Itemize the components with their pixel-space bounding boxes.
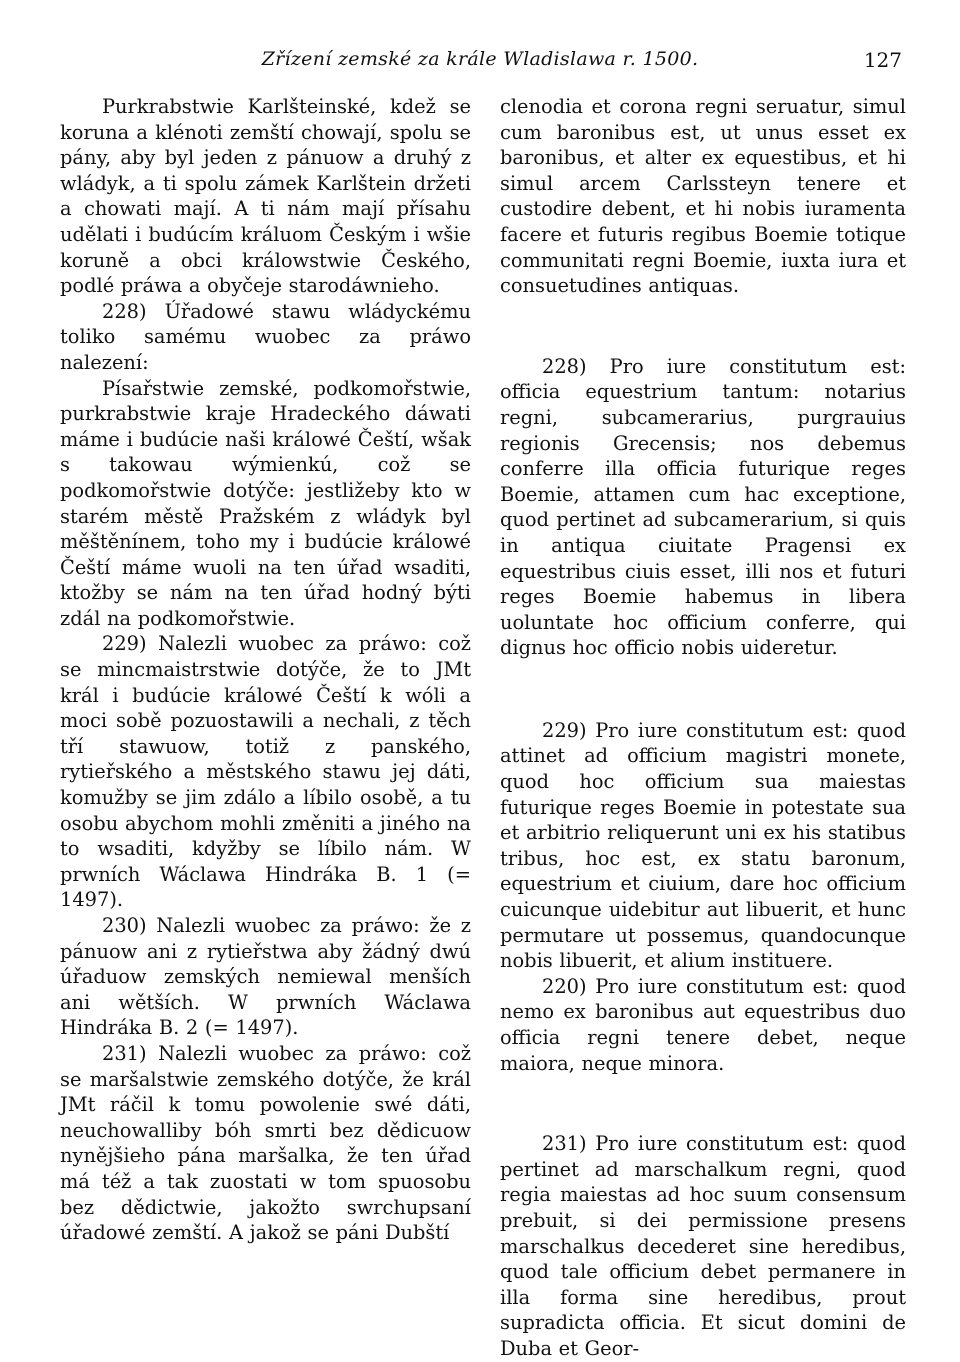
paragraph-229-latin: 229) Pro iure constitutum est: quod attinet ad officium magistri monete, quod hoc officium sua maiestas futurique reges Boemie in potestate sua et arbitrio reliquerunt uni ex his statibus tribus, hoc est, ex statu baronum, equestrium et ciuium, dare hoc officium cuicunque uidebitur aut libuerit, et hunc permutare ut possemus, quandocunque nobis libuerit, et alium instituere. — [500, 718, 906, 973]
paragraph-228-latin: 228) Pro iure constitutum est: officia equestrium tantum: notarius regni, subcamerarius, purgrauius regionis Grecensis; nos debemus conferre illa officia futurique reges Boemie, attamen cum hac exceptione, quod pertinet ad subcamerarium, si quis in antiqua ciuitate Pragensi ex equestribus ciuis esset, illi nos et futuri reges Boemie habemus in libera uoluntate hoc officium conferre, qui dignus hoc officio nobis uideretur. — [500, 354, 906, 660]
spacer — [500, 1076, 906, 1131]
spacer — [500, 299, 906, 354]
paragraph-228-body: Písařstwie zemské, podkomořstwie, purkrabstwie kraje Hradeckého dáwati máme i budúcie naši králowé Čeští, wšak s takowau wýmienkú, což se podkomořstwie dotýče: jestližeby kto w starém městě Pražském z wládyk byl měštěnínem, toho my i budúcie králowé Čeští máme wuoli na ten úřad wsaditi, ktožby se nám na ten úřad hodný býti zdál na podkomořstwie. — [60, 376, 471, 630]
spacer — [500, 661, 906, 718]
paragraph-220-latin: 220) Pro iure constitutum est: quod nemo ex baronibus aut equestribus duo officia regni tenere debet, neque maiora, neque minora. — [500, 974, 906, 1075]
running-title: Zřízení zemské za krále Wladislawa r. 1500. — [261, 48, 699, 70]
paragraph-clenodia: clenodia et corona regni seruatur, simul cum baronibus est, ut unus esset ex baronibus, et alter ex equestibus, et hi simul arcem Carlssteyn tenere et custodire debent, et hi nobis iuramenta facere et futuris regibus Boemie totique communitati regni Boemie, iuxta iura et consuetudines antiquas. — [500, 95, 906, 298]
paragraph-228-heading: 228) Úřadowé stawu wládyckému toliko samému wuobec za práwo nalezení: — [60, 299, 471, 374]
page-number: 127 — [863, 48, 902, 72]
paragraph-229: 229) Nalezli wuobec za práwo: což se mincmaistrstwie dotýče, že to JMt král i budúcie králowé Čeští k wóli a moci sobě pozuostawili a nechali, z těch tří stawuow, totiž z panského, rytieřského a městského stawu jej dáti, komužby se jim zdálo a líbilo osobě, a tu osobu abychom mohli změniti a jiného na to wsaditi, kdyžby se líbilo nám. W prwních Wáclawa Hindráka B. 1 (= 1497). — [60, 632, 471, 912]
paragraph-230: 230) Nalezli wuobec za práwo: že z pánuow ani z rytieřstwa aby žádný dwú úřaduow zemských nemiewal menších ani wětších. W prwních Wáclawa Hindráka B. 2 (= 1497). — [60, 914, 471, 1040]
paragraph-231-latin: 231) Pro iure constitutum est: quod pertinet ad marschalkum regni, quod regia maiestas ad hoc suum consensum prebuit, si dei permissione presens marschalkus decederet sine heredibus, quod tale officium debet permanere in illa forma sine heredibus, prout supradicta officia. Et sicut domini de Duba et Geor- — [500, 1132, 906, 1360]
paragraph-karlstein: Purkrabstwie Karlšteinské, kdež se koruna a klénoti zemští chowají, spolu se pány, aby byl jeden z pánuow a druhý z wládyk, a ti spolu zámek Karlštein držeti a chowati mají. A ti nám mají přísahu udělati i budúcím králuom Českým i wšie koruně a obci králowstwie Českého, podlé práwa a obyčeje starodáwnieho. — [60, 95, 471, 298]
running-header — [0, 44, 960, 76]
latin-text-column — [500, 94, 906, 1362]
czech-text-column — [60, 94, 471, 1246]
paragraph-231: 231) Nalezli wuobec za práwo: což se maršalstwie zemského dotýče, že král JMt ráčil k tomu powolenie swé dáti, neuchowalliby bóh smrti bez dědicuow nynějšieho pána maršalka, že ten úřad má též a tak zuostati w tom spuosobu bez dědictwie, jakožto swrchupsaní úřadowé zemští. A jakož se páni Dubští — [60, 1041, 471, 1245]
